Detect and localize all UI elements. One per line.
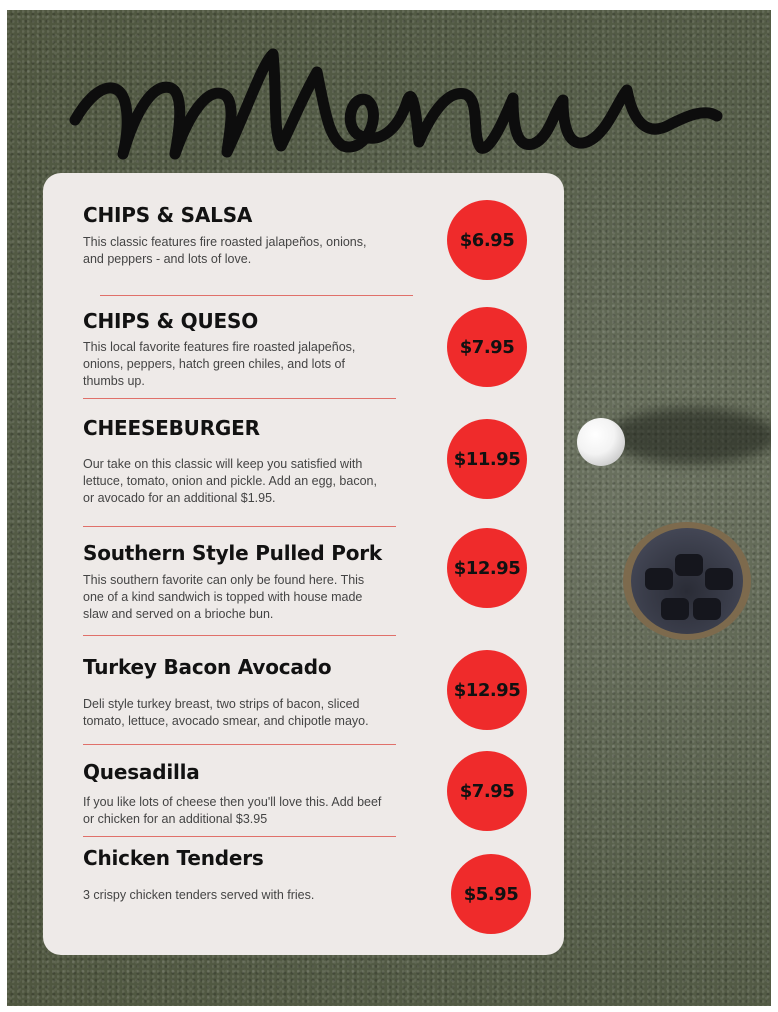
price-badge: $7.95 [447, 751, 527, 831]
golf-ball-icon [577, 418, 625, 466]
golf-hole-icon [631, 528, 743, 634]
divider [83, 398, 396, 399]
item-name: Quesadilla [83, 760, 200, 784]
menu-title-logo [67, 42, 727, 172]
item-name: Southern Style Pulled Pork [83, 541, 383, 565]
ball-shadow [607, 408, 771, 464]
divider [83, 836, 396, 837]
item-description: This southern favorite can only be found here. This one of a kind sandwich is topped with house made slaw and served on a brioche bun. [83, 573, 365, 621]
menu-card [43, 173, 564, 955]
item-description: If you like lots of cheese then you'll love this. Add beef or chicken for an additional $3.95 [83, 795, 382, 826]
item-name: CHIPS & SALSA [83, 203, 253, 227]
price-badge: $6.95 [447, 200, 527, 280]
item-description: Deli style turkey breast, two strips of bacon, sliced tomato, lettuce, avocado smear, and chipotle mayo. [83, 697, 369, 728]
item-description: This local favorite features fire roasted jalapeños, onions, peppers, hatch green chiles, and lots of thumbs up. [83, 340, 356, 388]
item-description: Our take on this classic will keep you satisfied with lettuce, tomato, onion and pickle. Add an egg, bacon, or avocado for an additional $1.95. [83, 457, 377, 505]
price-badge: $7.95 [447, 307, 527, 387]
item-name: Turkey Bacon Avocado [83, 655, 332, 679]
divider [83, 744, 396, 745]
item-description: 3 crispy chicken tenders served with fries. [83, 888, 315, 902]
divider [83, 526, 396, 527]
item-description: This classic features fire roasted jalapeños, onions, and peppers - and lots of love. [83, 235, 367, 266]
price-badge: $12.95 [447, 528, 527, 608]
price-badge: $5.95 [451, 854, 531, 934]
item-name: Chicken Tenders [83, 846, 264, 870]
item-name: CHIPS & QUESO [83, 309, 258, 333]
price-badge: $12.95 [447, 650, 527, 730]
price-badge: $11.95 [447, 419, 527, 499]
item-name: CHEESEBURGER [83, 416, 260, 440]
divider [100, 295, 413, 296]
menu-page [7, 10, 771, 1006]
divider [83, 635, 396, 636]
